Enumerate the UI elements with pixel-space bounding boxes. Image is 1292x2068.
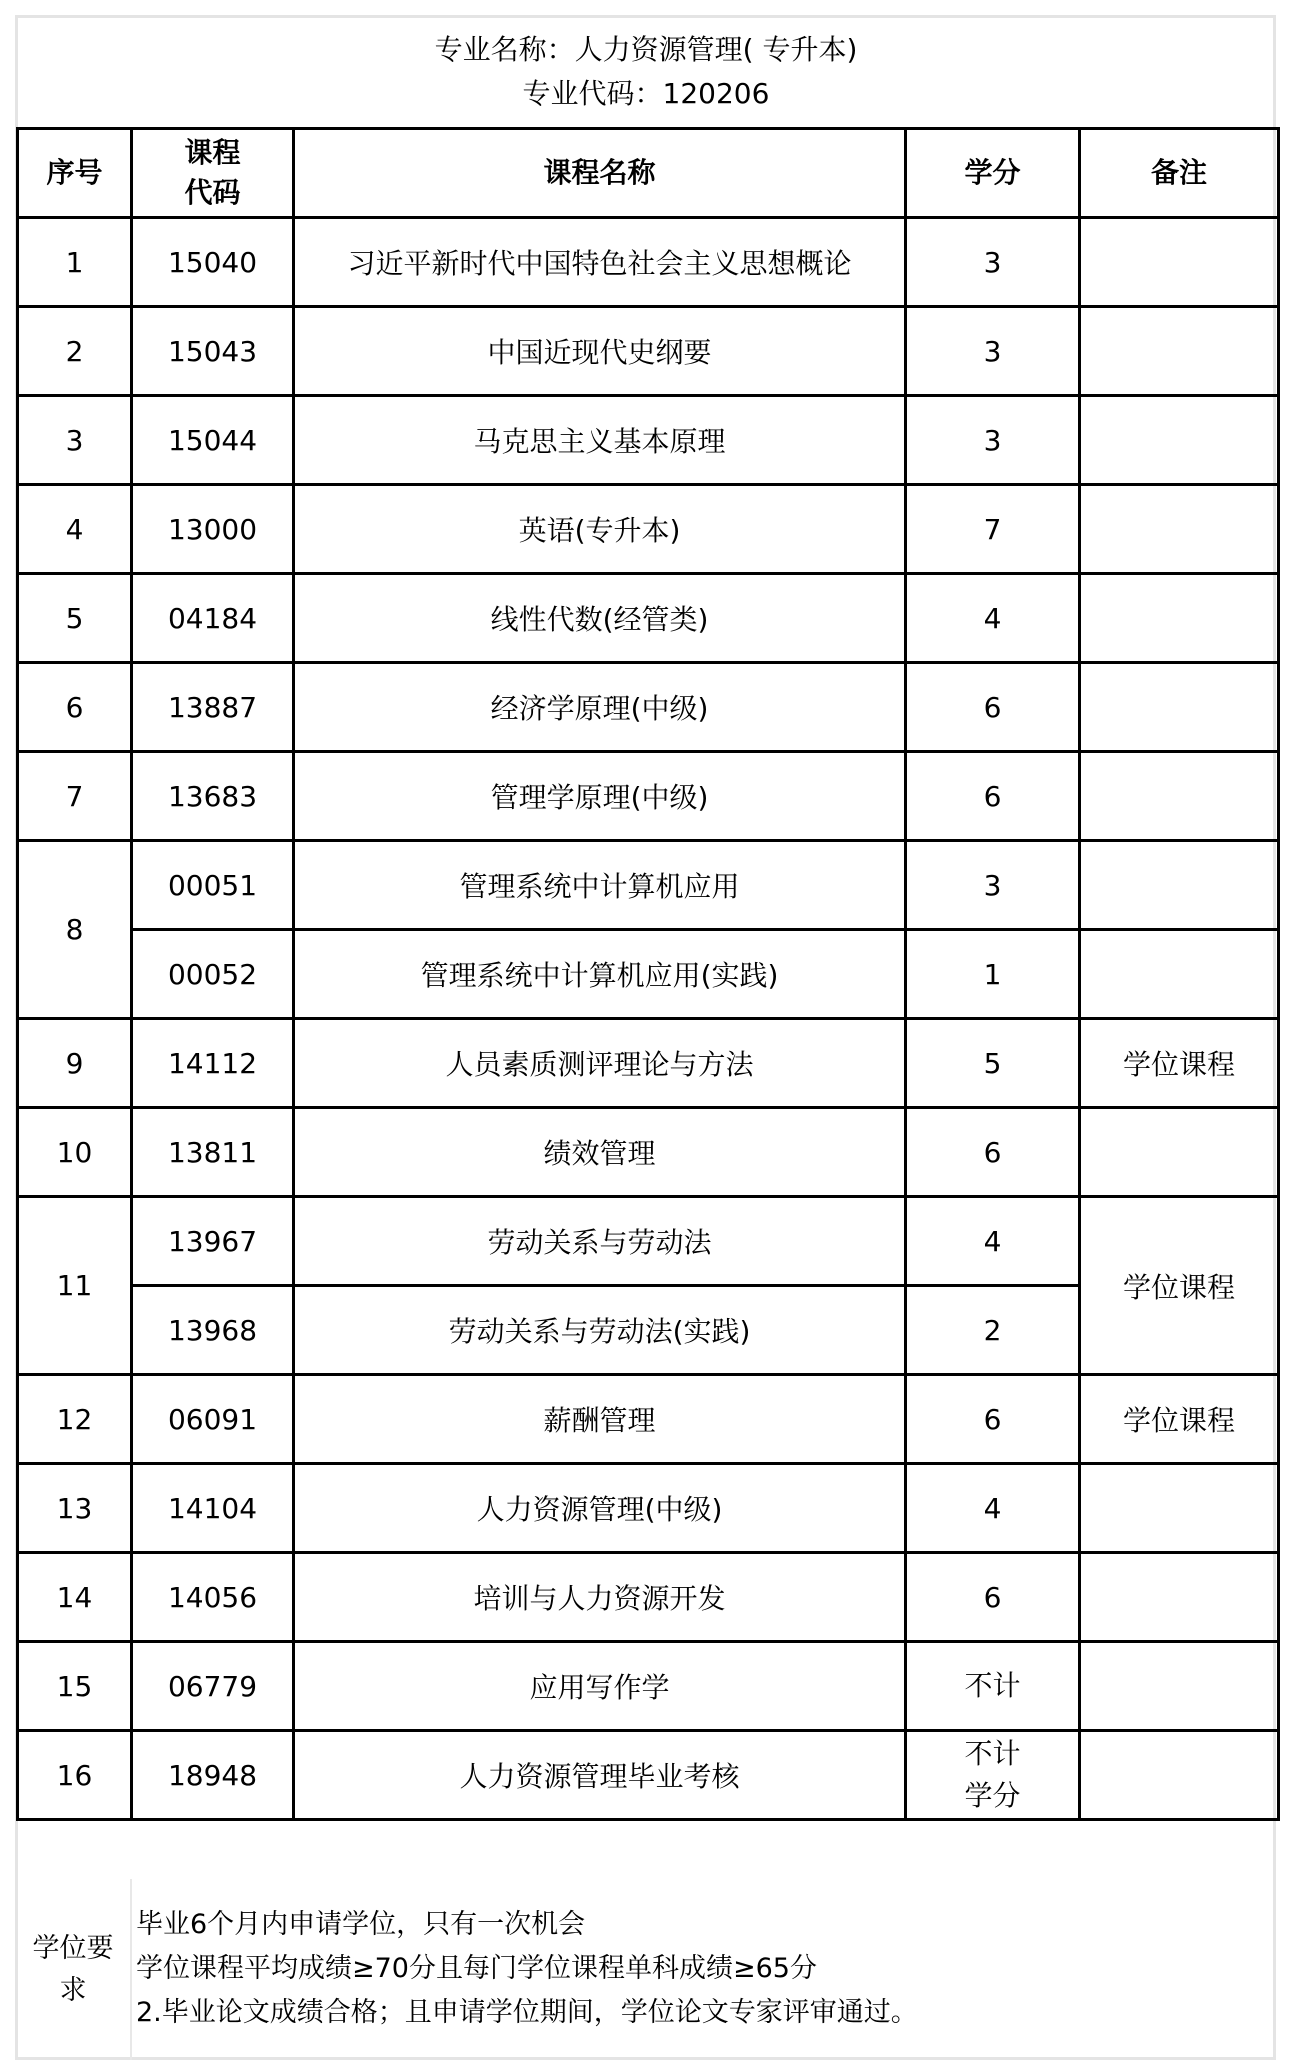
course-table <box>16 127 1280 1821</box>
cell-name: 人力资源管理毕业考核 <box>294 1731 906 1820</box>
header-seq: 序号 <box>18 129 132 218</box>
cell-remark <box>1080 307 1279 396</box>
cell-code: 13968 <box>132 1286 294 1375</box>
cell-name: 管理学原理(中级) <box>294 752 906 841</box>
table-row <box>18 1108 1279 1197</box>
cell-seq: 2 <box>18 307 132 396</box>
table-header-row <box>18 129 1279 218</box>
cell-seq: 14 <box>18 1553 132 1642</box>
cell-name: 绩效管理 <box>294 1108 906 1197</box>
cell-credit: 3 <box>906 841 1080 930</box>
header-code-line2: 代码 <box>184 176 241 209</box>
cell-code: 13000 <box>132 485 294 574</box>
cell-code: 14056 <box>132 1553 294 1642</box>
cell-code: 15043 <box>132 307 294 396</box>
table-row <box>18 1553 1279 1642</box>
cell-remark <box>1080 1553 1279 1642</box>
cell-seq: 1 <box>18 218 132 307</box>
cell-credit: 4 <box>906 1464 1080 1553</box>
header-credit: 学分 <box>906 129 1080 218</box>
cell-remark <box>1080 485 1279 574</box>
table-row <box>18 1019 1279 1108</box>
cell-credit: 6 <box>906 1108 1080 1197</box>
cell-code: 00051 <box>132 841 294 930</box>
table-row <box>18 752 1279 841</box>
cell-remark <box>1080 752 1279 841</box>
cell-credit: 1 <box>906 930 1080 1019</box>
cell-credit: 5 <box>906 1019 1080 1108</box>
cell-remark <box>1080 1108 1279 1197</box>
header-code <box>132 129 294 218</box>
cell-remark <box>1080 574 1279 663</box>
cell-seq: 10 <box>18 1108 132 1197</box>
label-line1: 学位要 <box>32 1932 114 1964</box>
credit-line1: 不计 <box>964 1737 1021 1770</box>
cell-credit: 6 <box>906 1553 1080 1642</box>
cell-code: 06091 <box>132 1375 294 1464</box>
cell-name: 中国近现代史纲要 <box>294 307 906 396</box>
requirement-line: 学位课程平均成绩≥70分且每门学位课程单科成绩≥65分 <box>136 1953 817 1984</box>
cell-code: 00052 <box>132 930 294 1019</box>
cell-seq: 3 <box>18 396 132 485</box>
major-code: 专业代码：120206 <box>522 77 770 110</box>
cell-name: 英语(专升本) <box>294 485 906 574</box>
cell-name: 应用写作学 <box>294 1642 906 1731</box>
table-row <box>18 218 1279 307</box>
cell-remark <box>1080 841 1279 930</box>
cell-remark <box>1080 1731 1279 1820</box>
degree-requirements-label <box>16 1879 132 2060</box>
table-row <box>18 841 1279 930</box>
cell-name: 线性代数(经管类) <box>294 574 906 663</box>
cell-code: 15040 <box>132 218 294 307</box>
document-title <box>16 16 1276 127</box>
cell-seq: 5 <box>18 574 132 663</box>
cell-remark <box>1080 930 1279 1019</box>
table-row <box>18 663 1279 752</box>
degree-requirements-content <box>136 1903 918 2035</box>
cell-remark: 学位课程 <box>1080 1197 1279 1375</box>
cell-credit: 6 <box>906 1375 1080 1464</box>
cell-seq: 13 <box>18 1464 132 1553</box>
table-row <box>18 1642 1279 1731</box>
cell-code: 06779 <box>132 1642 294 1731</box>
cell-code: 04184 <box>132 574 294 663</box>
cell-code: 15044 <box>132 396 294 485</box>
cell-credit: 3 <box>906 396 1080 485</box>
cell-remark <box>1080 1464 1279 1553</box>
table-row <box>18 485 1279 574</box>
cell-credit: 3 <box>906 307 1080 396</box>
cell-remark: 学位课程 <box>1080 1375 1279 1464</box>
cell-code: 13811 <box>132 1108 294 1197</box>
requirement-line: 2.毕业论文成绩合格；且申请学位期间，学位论文专家评审通过。 <box>136 1997 918 2028</box>
cell-name: 经济学原理(中级) <box>294 663 906 752</box>
cell-remark <box>1080 218 1279 307</box>
cell-remark: 学位课程 <box>1080 1019 1279 1108</box>
cell-name: 管理系统中计算机应用(实践) <box>294 930 906 1019</box>
cell-code: 13887 <box>132 663 294 752</box>
cell-seq: 7 <box>18 752 132 841</box>
cell-name: 薪酬管理 <box>294 1375 906 1464</box>
cell-credit <box>906 1731 1080 1820</box>
cell-seq: 6 <box>18 663 132 752</box>
header-remark: 备注 <box>1080 129 1279 218</box>
cell-seq: 16 <box>18 1731 132 1820</box>
cell-code: 18948 <box>132 1731 294 1820</box>
cell-name: 马克思主义基本原理 <box>294 396 906 485</box>
table-row <box>18 574 1279 663</box>
cell-code: 13967 <box>132 1197 294 1286</box>
cell-credit <box>906 1642 1080 1731</box>
cell-name: 劳动关系与劳动法(实践) <box>294 1286 906 1375</box>
table-row <box>18 1197 1279 1286</box>
cell-code: 13683 <box>132 752 294 841</box>
major-name: 专业名称：人力资源管理( 专升本) <box>434 33 858 66</box>
cell-name: 习近平新时代中国特色社会主义思想概论 <box>294 218 906 307</box>
cell-remark <box>1080 396 1279 485</box>
cell-credit: 4 <box>906 1197 1080 1286</box>
table-row <box>18 307 1279 396</box>
cell-name: 培训与人力资源开发 <box>294 1553 906 1642</box>
label-line2: 求 <box>59 1974 87 2006</box>
cell-code: 14104 <box>132 1464 294 1553</box>
cell-seq: 8 <box>18 841 132 1019</box>
cell-name: 劳动关系与劳动法 <box>294 1197 906 1286</box>
table-row <box>18 1464 1279 1553</box>
table-row <box>18 1731 1279 1820</box>
credit-line2: 学分 <box>964 1779 1021 1812</box>
cell-name: 人员素质测评理论与方法 <box>294 1019 906 1108</box>
credit-line1: 不计 <box>964 1669 1021 1702</box>
cell-remark <box>1080 1642 1279 1731</box>
header-name: 课程名称 <box>294 129 906 218</box>
cell-seq: 11 <box>18 1197 132 1375</box>
cell-remark <box>1080 663 1279 752</box>
table-row <box>18 396 1279 485</box>
cell-name: 人力资源管理(中级) <box>294 1464 906 1553</box>
cell-credit: 4 <box>906 574 1080 663</box>
cell-credit: 6 <box>906 663 1080 752</box>
cell-seq: 9 <box>18 1019 132 1108</box>
cell-code: 14112 <box>132 1019 294 1108</box>
header-code-line1: 课程 <box>184 136 241 169</box>
table-row <box>18 1375 1279 1464</box>
cell-name: 管理系统中计算机应用 <box>294 841 906 930</box>
cell-seq: 12 <box>18 1375 132 1464</box>
cell-credit: 3 <box>906 218 1080 307</box>
cell-seq: 15 <box>18 1642 132 1731</box>
cell-seq: 4 <box>18 485 132 574</box>
degree-requirements <box>16 1879 1276 2060</box>
cell-credit: 2 <box>906 1286 1080 1375</box>
cell-credit: 7 <box>906 485 1080 574</box>
table-row <box>18 930 1279 1019</box>
requirement-line: 毕业6个月内申请学位，只有一次机会 <box>136 1909 586 1940</box>
cell-credit: 6 <box>906 752 1080 841</box>
